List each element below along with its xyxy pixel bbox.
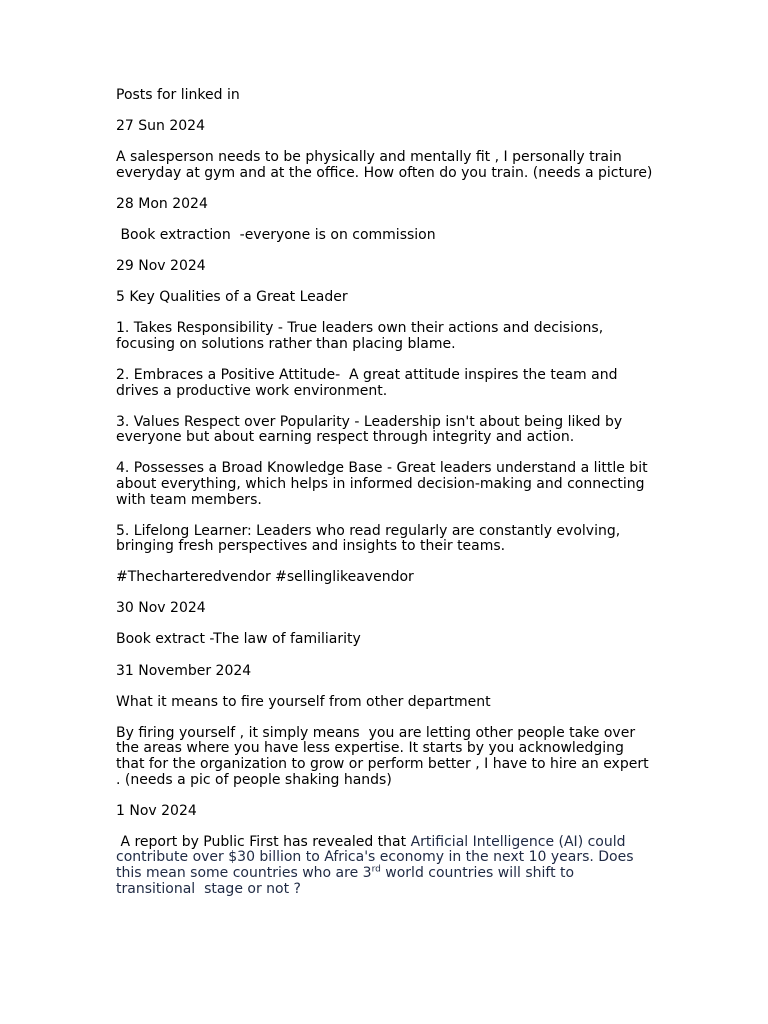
entry-paragraph: By firing yourself , it simply means you are letting other people take over the areas where you have less expertise. It starts by you acknowledging that for the organization to grow or perform better , I have to hire an expert . (needs a pic of people shaking hands) [116, 724, 654, 788]
ordinal-superscript: rd [371, 864, 381, 875]
list-item: 4. Possesses a Broad Knowledge Base - Great leaders understand a little bit about everything, which helps in informed decision-making and connecting with team members. [116, 460, 653, 508]
report-text-end: world countries will shift to transitional stage or not ? [116, 864, 579, 897]
report-text-intro: A report by Public First has revealed that [116, 833, 411, 850]
entry-date: 29 Nov 2024 [116, 258, 206, 275]
entry-paragraph: A salesperson needs to be physically and mentally fit , I personally train everyday at gym and at the office. How often do you train. (needs a picture) [116, 149, 653, 181]
document-title: Posts for linked in [116, 87, 240, 103]
entry-date: 28 Mon 2024 [116, 195, 208, 212]
entry-paragraph: Book extraction -everyone is on commission [116, 226, 436, 243]
entry-date: 30 Nov 2024 [116, 600, 206, 617]
entry-date: 1 Nov 2024 [116, 802, 197, 819]
list-item: 1. Takes Responsibility - True leaders own their actions and decisions, focusing on solutions rather than placing blame. [116, 320, 608, 352]
list-item: 3. Values Respect over Popularity - Leadership isn't about being liked by everyone but about earning respect through integrity and action. [116, 413, 627, 446]
section-heading: 5 Key Qualities of a Great Leader [116, 289, 348, 306]
entry-date: 31 November 2024 [116, 662, 252, 679]
section-heading: What it means to fire yourself from other department [116, 693, 491, 710]
entry-date: 27 Sun 2024 [116, 118, 205, 135]
list-item: 5. Lifelong Learner: Leaders who read regularly are constantly evolving, bringing fresh perspectives and insights to their teams. [116, 522, 625, 555]
document-body [116, 88, 656, 913]
entry-paragraph: Book extract -The law of familiarity [116, 631, 361, 648]
report-paragraph [116, 835, 656, 897]
hashtags: #Thecharteredvendor #sellinglikeavendor [116, 569, 414, 586]
report-text-main: Artificial Intelligence (AI) could contribute over $30 billion to Africa's economy in the next 10 years. Does this mean some countries who are 3 [116, 833, 638, 881]
list-item: 2. Embraces a Positive Attitude- A great attitude inspires the team and drives a productive work environment. [116, 366, 622, 399]
